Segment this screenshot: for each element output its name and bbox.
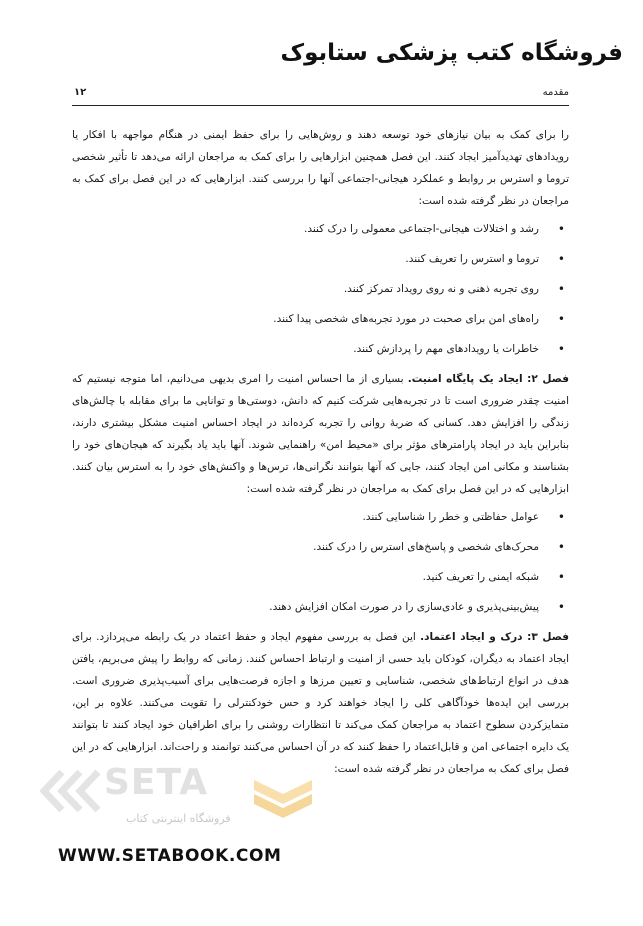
list-item: • راه‌های امن برای صحبت در مورد تجربه‌های شخصی پیدا کنند. bbox=[72, 304, 569, 334]
list-item: • تروما و استرس را تعریف کنند. bbox=[72, 244, 569, 274]
bullet-list-2 bbox=[72, 502, 569, 622]
open-book-icon bbox=[250, 770, 316, 822]
chapter3-paragraph bbox=[72, 626, 569, 780]
chapter3-text: این فصل به بررسی مفهوم ایجاد و حفظ اعتماد در یک رابطه می‌پردازد. برای ایجاد اعتماد به دیگران، کودکان باید حسی از امنیت و ارتباط احساس کنند. زمانی که روابط را پیش می‌بریم، یافتن هدف در انواع ارتباط‌های شخصی، شناسایی و تعیین مرزها و اجازه فرصت‌هایی برای آسیب‌پذیری ضروری است. بررسی این ایده‌ها خودآگاهی کلی را ایجاد خواهند کرد و حس خودکنترلی را تقویت می‌کنند. علاوه بر این، متمایزکردن سطوح اعتماد به مراجعان کمک می‌کند تا انتظارات روشنی را برای اطرافیان خود ایجاد کنند تا بتوانند یک دایره اجتماعی امن و قابل‌اعتماد را حفظ کنند که در آن احساس می‌کنند توانمند و راحت‌اند. ابزارهایی که در این فصل برای کمک به مراجعان در نظر گرفته شده است: bbox=[72, 631, 569, 775]
list-item: • محرک‌های شخصی و پاسخ‌های استرس را درک کنند. bbox=[72, 532, 569, 562]
section-name: مقدمه bbox=[542, 86, 569, 98]
chapter2-paragraph bbox=[72, 368, 569, 500]
setabook-watermark bbox=[40, 762, 350, 842]
site-url: WWW.SETABOOK.COM bbox=[58, 846, 282, 866]
intro-paragraph: را برای کمک به بیان نیازهای خود توسعه دهند و روش‌هایی را برای حفظ ایمنی در هنگام مواجهه با افکار یا رویدادهای تهدیدآمیز ایجاد کنند. این فصل همچنین ابزارهایی را برای کمک به مراجعان ارائه می‌دهد تا تأثیر شخصی تروما و استرس بر روابط و عملکرد هیجانی-اجتماعی آنها را بررسی کنند. ابزارهایی که در این فصل برای کمک به مراجعان در نظر گرفته شده است: bbox=[72, 129, 569, 207]
list-item: • پیش‌بینی‌پذیری و عادی‌سازی را در صورت امکان افزایش دهند. bbox=[72, 592, 569, 622]
store-title: فروشگاه کتب پزشکی ستابوک bbox=[280, 40, 623, 66]
list-item: • شبکه ایمنی را تعریف کنید. bbox=[72, 562, 569, 592]
page-number: ۱۲ bbox=[74, 86, 87, 98]
running-head bbox=[74, 84, 569, 100]
list-item: • رشد و اختلالات هیجانی-اجتماعی معمولی را درک کنند. bbox=[72, 214, 569, 244]
page-body bbox=[72, 124, 569, 780]
chapter2-text: بسیاری از ما احساس امنیت را امری بدیهی می‌دانیم، اما متوجه نیستیم که امنیت چقدر ضروری است تا در تجربه‌هایی شرکت کنیم که دانش، دوستی‌ها و توانایی ما برای مقابله با چالش‌های زندگی را افزایش دهد. کسانی که ضربهٔ روانی را تجربه کرده‌اند در ایجاد احساس امنیت مشکل بیشتری دارند، بنابراین باید در ایجاد پارامترهای مؤثر برای «محیط امن» راهنمایی شوند. آنها باید یاد بگیرند که هیجان‌های خود را بشناسند و مکانی امن ایجاد کنند، جایی که آنها بتوانند نگرانی‌ها، ترس‌ها و واکنش‌های خود را به استرس بیان کنند. ابزارهایی که در این فصل برای کمک به مراجعان در نظر گرفته شده است: bbox=[72, 373, 569, 495]
bullet-list-1 bbox=[72, 214, 569, 364]
chapter2-label: فصل ۲: ایجاد یک پایگاه امنیت. bbox=[407, 373, 569, 385]
chevrons-icon bbox=[40, 768, 110, 814]
list-item: • خاطرات یا رویدادهای مهم را پردازش کنند. bbox=[72, 334, 569, 364]
list-item: • روی تجربه ذهنی و نه روی رویداد تمرکز کنند. bbox=[72, 274, 569, 304]
chapter3-label: فصل ۳: درک و ایجاد اعتماد. bbox=[420, 631, 570, 643]
watermark-logo-text: SETA bbox=[104, 762, 209, 803]
list-item: • عوامل حفاظتی و خطر را شناسایی کنند. bbox=[72, 502, 569, 532]
watermark-subtitle: فروشگاه اینترنتی کتاب bbox=[126, 812, 231, 825]
header-rule bbox=[72, 105, 569, 106]
